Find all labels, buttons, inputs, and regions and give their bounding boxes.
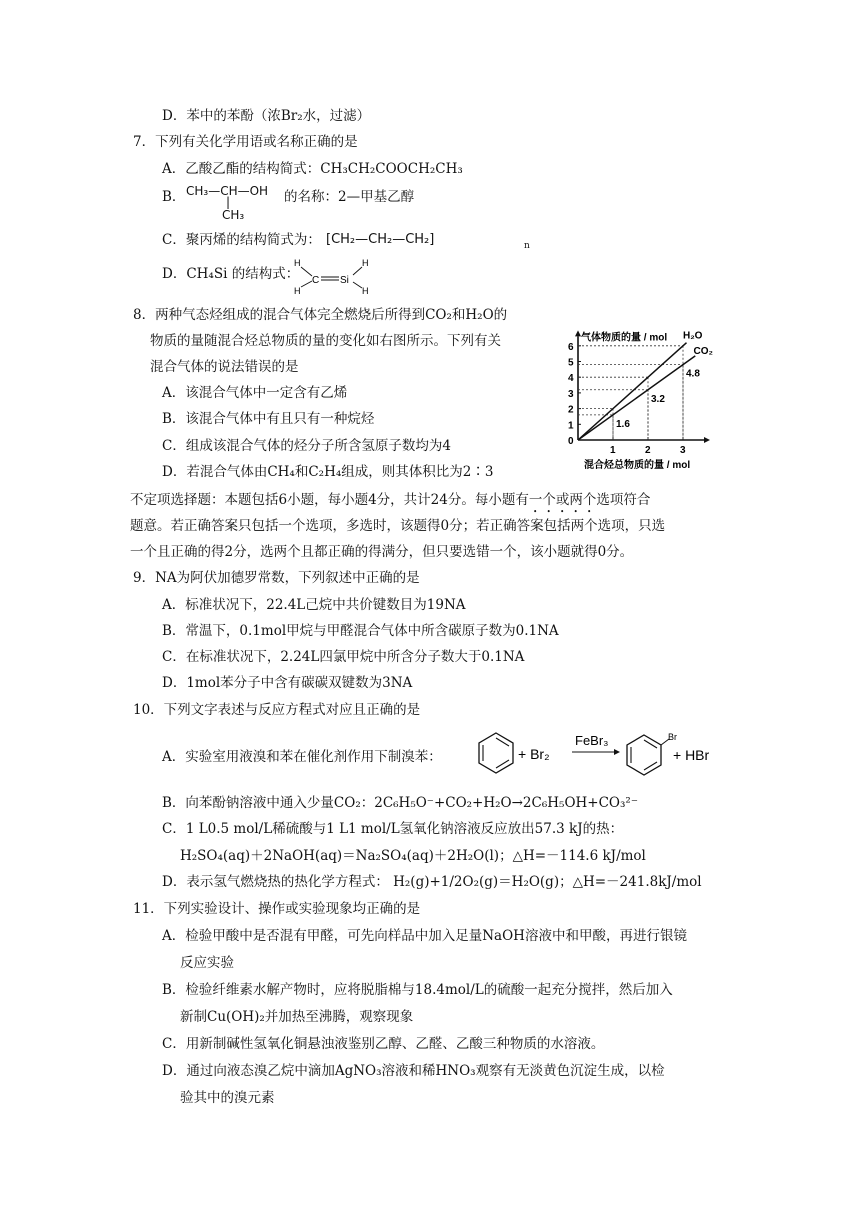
x-tick-label: 3 [680, 445, 686, 456]
series-label-co2: CO₂ [693, 345, 713, 357]
q7-option-d-prefix: D．CH₄Si 的结构式： [162, 266, 300, 282]
series-line-co2 [578, 356, 695, 440]
h-atom-2: H [294, 286, 301, 296]
q6-option-d: D．苯中的苯酚（浓Br₂水，过滤） [162, 108, 371, 124]
q8-option-c: C．组成该混合气体的烃分子所含氢原子数均为4 [162, 438, 451, 454]
q8-stem-line1: 8．两种气态烃组成的混合气体完全燃烧后所得到CO₂和H₂O的 [133, 307, 508, 323]
h-atom-4: H [362, 286, 369, 296]
q11-option-d-line1: D．通过向液态溴乙烷中滴加AgNO₃溶液和稀HNO₃观察有无淡黄色沉淀生成，以检 [162, 1063, 665, 1079]
plus-br2: + Br₂ [518, 746, 550, 762]
q7-c-subscript-n: n [524, 241, 530, 251]
q9-option-d: D．1mol苯分子中含有碳碳双键数为3NA [162, 675, 413, 691]
instructions-line1 [130, 490, 650, 516]
q10-option-a-prefix: A．实验室用液溴和苯在催化剂作用下制溴苯： [162, 749, 442, 765]
si-atom: Si [340, 275, 349, 286]
q10-option-b: B．向苯酚钠溶液中通入少量CO₂：2C₆H₅O⁻+CO₂+H₂O→2C₆H₅OH+CO₃²⁻ [162, 795, 638, 811]
q7-b-structure-main: CH₃—CH—OH [186, 184, 269, 198]
q11-option-d-line2: 验其中的溴元素 [180, 1090, 275, 1106]
x-tick-label: 2 [645, 445, 651, 456]
q10-stem: 10．下列文字表述与反应方程式对应且正确的是 [133, 702, 421, 718]
q9-stem: 9．NA为阿伏加德罗常数，下列叙述中正确的是 [133, 570, 420, 586]
q7-stem: 7．下列有关化学用语或名称正确的是 [133, 134, 358, 150]
q9-option-a: A．标准状况下，22.4L己烷中共价键数目为19NA [162, 597, 466, 613]
q11-option-c: C．用新制碱性氢氧化铜悬浊液鉴别乙醇、乙醛、乙酸三种物质的水溶液。 [162, 1036, 605, 1052]
q8-option-a: A．该混合气体中一定含有乙烯 [162, 385, 348, 401]
instructions-line3: 一个且正确的得2分，选两个且都正确的得满分，但只要选错一个，该小题就得0分。 [130, 544, 634, 560]
instructions-line2: 题意。若正确答案只包括一个选项，多选时，该题得0分；若正确答案包括两个选项，只选 [130, 518, 666, 534]
q8-stem-line3: 混合气体的说法错误的是 [150, 359, 299, 375]
x-axis-label: 混合烃总物质的量 / mol [584, 460, 691, 470]
q7-option-b-suffix: 的名称：2—甲基乙醇 [284, 189, 415, 205]
q10-a-reaction-equation [468, 728, 738, 786]
y-axis-label: 气体物质的量 / mol [581, 332, 668, 344]
br-substituent: Br [668, 732, 677, 742]
q10-option-c-line1: C．1 L0.5 mol/L稀硫酸与1 L1 mol/L氢氧化钠溶液反应放出57.3 kJ的热： [162, 821, 624, 837]
h-atom-3: H [362, 258, 369, 268]
series-line-h2o [578, 343, 687, 440]
arrow-right-icon [614, 749, 620, 755]
q11-option-b-line1: B．检验纤维素水解产物时，应将脱脂棉与18.4mol/L的硫酸一起充分搅拌，然后加入 [162, 982, 673, 998]
q11-option-a-line2: 反应实验 [180, 955, 234, 971]
instructions-emphasis: 一个或两个 [528, 492, 597, 508]
y-tick-label: 3 [568, 388, 574, 400]
y-tick-label: 2 [568, 404, 574, 416]
q9-option-b: B．常温下，0.1mol甲烷与甲醛混合气体中所含碳原子数为0.1NA [162, 623, 559, 639]
q8-option-d: D．若混合气体由CH₄和C₂H₄组成，则其体积比为2∶3 [162, 464, 494, 480]
bromobenzene-ring-icon [627, 735, 669, 775]
origin-label: 0 [568, 436, 574, 447]
q7-b-structure-branch: CH₃ [222, 208, 245, 222]
data-label: 4.8 [686, 368, 700, 380]
instructions-line1-a: 不定项选择题：本题包括6小题，每小题4分，共计24分。每小题有 [130, 492, 529, 508]
q11-stem: 11．下列实验设计、操作或实验现象均正确的是 [133, 901, 421, 917]
y-tick-label: 4 [568, 373, 574, 385]
benzene-ring-icon [479, 733, 513, 773]
q7-b-structure-bond: | [226, 195, 231, 209]
x-tick-label: 1 [610, 445, 616, 456]
q8-chart [556, 318, 722, 470]
h-atom-1: H [294, 258, 301, 268]
q9-option-c: C．在标准状况下，2.24L四氯甲烷中所含分子数大于0.1NA [162, 649, 525, 665]
x-axis-arrow [704, 437, 710, 443]
instructions-line1-b: 选项符合 [596, 492, 651, 508]
catalyst-febr3: FeBr₃ [575, 733, 609, 748]
y-tick-label: 6 [568, 341, 574, 353]
y-tick-label: 1 [568, 420, 574, 432]
q7-d-structural-formula [292, 254, 384, 298]
q10-option-c-line2: H₂SO₄(aq)＋2NaOH(aq)＝Na₂SO₄(aq)＋2H₂O(l)；△H=－114.6 kJ/mol [180, 848, 646, 864]
series-label-h2o: H₂O [683, 330, 703, 342]
plus-hbr: + HBr [673, 747, 710, 763]
q7-c-formula: [CH₂—CH₂—CH₂] [326, 232, 435, 247]
q8-stem-line2: 物质的量随混合烃总物质的量的变化如右图所示。下列有关 [150, 333, 501, 349]
y-tick-label: 5 [568, 357, 574, 369]
q11-option-b-line2: 新制Cu(OH)₂并加热至沸腾，观察现象 [180, 1009, 414, 1025]
q10-option-d: D．表示氢气燃烧热的热化学方程式： H₂(g)+1/2O₂(g)＝H₂O(g)；△H=－241.8kJ/mol [162, 874, 702, 890]
data-label: 1.6 [616, 418, 630, 430]
q8-option-b: B．该混合气体中有且只有一种烷烃 [162, 411, 375, 427]
q7-option-b-label: B． [162, 189, 186, 205]
q7-option-c-prefix: C．聚丙烯的结构简式为： [162, 232, 321, 248]
data-label: 3.2 [651, 393, 665, 405]
q11-option-a-line1: A．检验甲酸中是否混有甲醛，可先向样品中加入足量NaOH溶液中和甲酸，再进行银镜 [162, 928, 687, 944]
q7-option-a: A．乙酸乙酯的结构简式：CH₃CH₂COOCH₂CH₃ [162, 161, 463, 177]
c-atom: C [312, 275, 320, 286]
